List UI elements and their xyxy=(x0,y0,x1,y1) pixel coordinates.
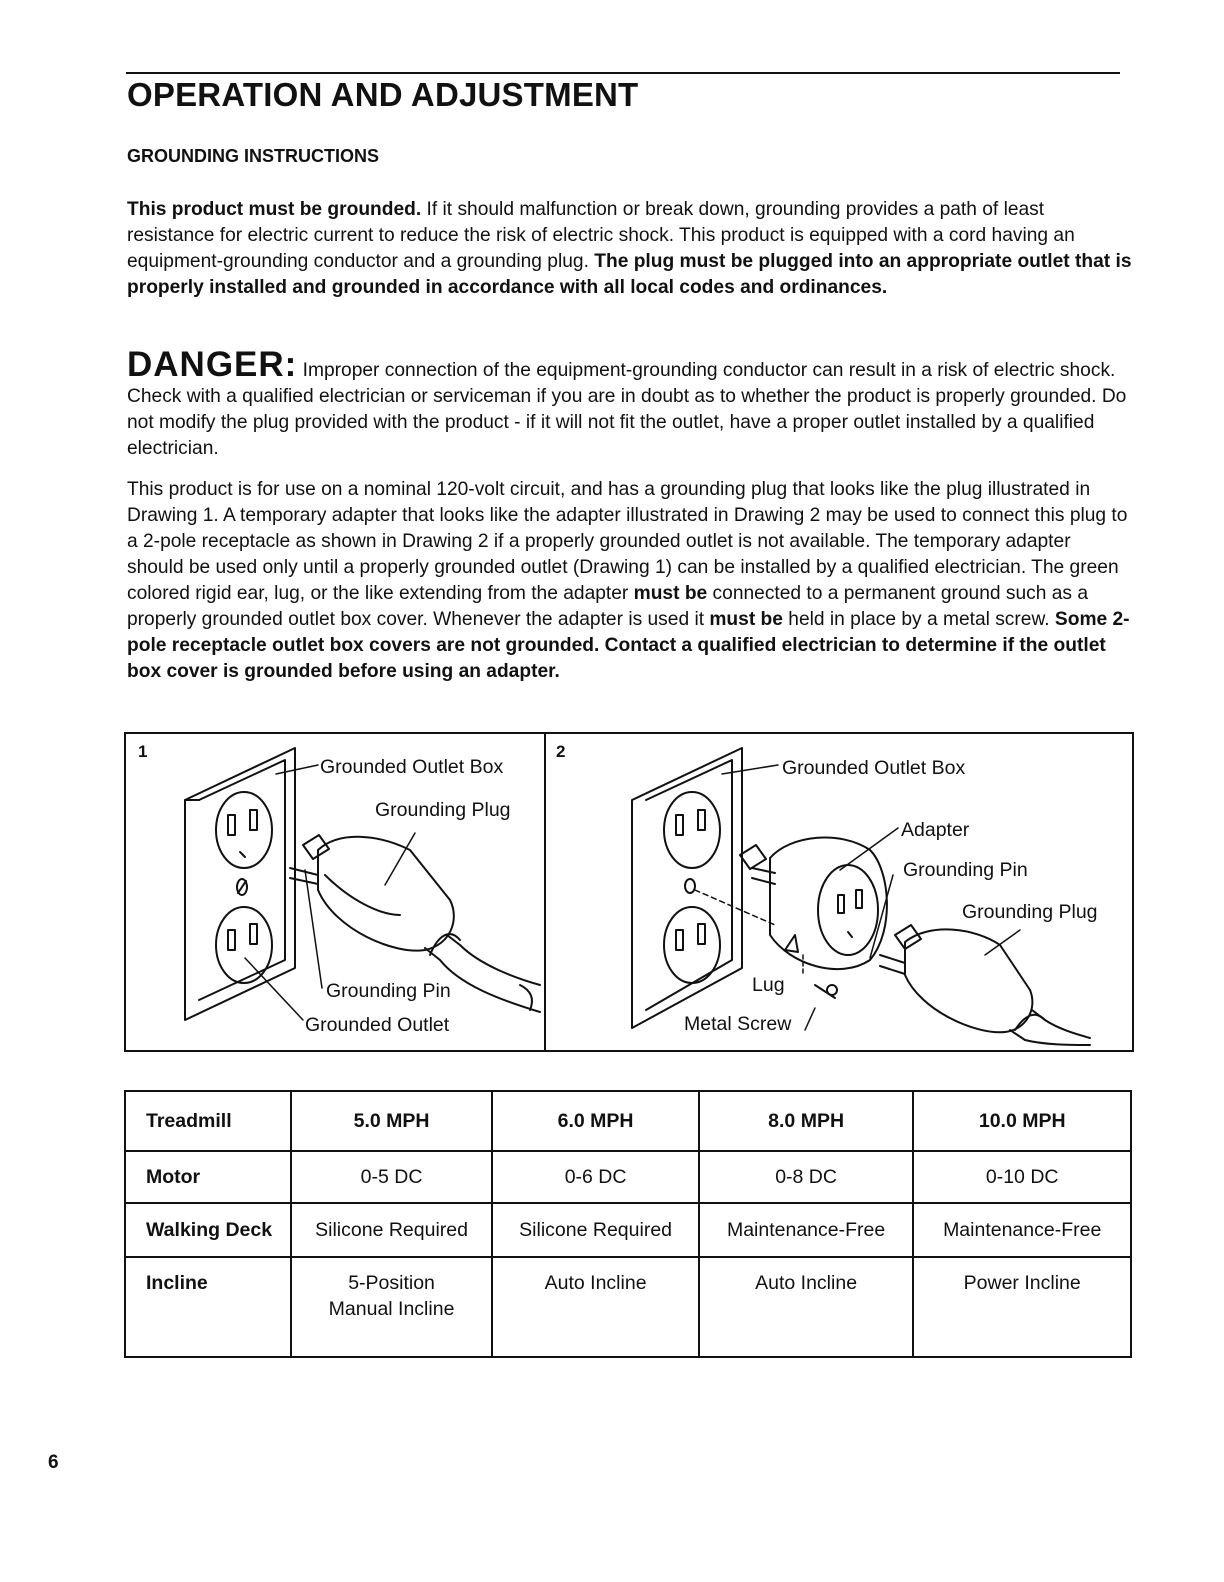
grounding-bold-intro: This product must be grounded. xyxy=(127,199,422,220)
table-cell: 10.0 MPH xyxy=(913,1091,1131,1151)
table-row xyxy=(125,1151,1131,1203)
outlet-box-drawing-2 xyxy=(632,748,742,1028)
table-cell: Incline xyxy=(125,1257,291,1357)
adapter-text-2: connected to a permanent ground such as a properly grounded outlet box cover. Whenever the adapter is used it xyxy=(127,583,1089,630)
label-grounded-outlet-box-1: Grounded Outlet Box xyxy=(320,756,504,778)
table-row xyxy=(125,1257,1131,1357)
adapter-bold-2: must be xyxy=(709,609,783,630)
treadmill-spec-table xyxy=(124,1090,1132,1358)
label-grounding-pin-1: Grounding Pin xyxy=(326,980,451,1002)
table-cell: 0-8 DC xyxy=(699,1151,914,1203)
table-cell: Silicone Required xyxy=(291,1203,493,1257)
table-cell: Maintenance-Free xyxy=(913,1203,1131,1257)
table-cell: 6.0 MPH xyxy=(492,1091,698,1151)
label-grounded-outlet-1: Grounded Outlet xyxy=(305,1014,450,1036)
table-cell: 8.0 MPH xyxy=(699,1091,914,1151)
table-cell: Power Incline xyxy=(913,1257,1131,1357)
label-lug-2: Lug xyxy=(752,974,785,996)
page-title: OPERATION AND ADJUSTMENT xyxy=(127,76,639,113)
adapter-bold-warning: Some 2-pole receptacle outlet box covers are not grounded. Contact a qualified electrician to determine if the outlet box cover is grounded before using an adapter. xyxy=(127,609,1130,682)
adapter-bold-1: must be xyxy=(633,583,708,604)
table-row xyxy=(125,1203,1131,1257)
label-grounding-plug-1: Grounding Plug xyxy=(375,799,511,821)
outlet-box-drawing-1 xyxy=(185,748,295,1020)
table-cell: Treadmill xyxy=(125,1091,291,1151)
table-cell: 0-10 DC xyxy=(913,1151,1131,1203)
label-grounding-plug-2: Grounding Plug xyxy=(962,901,1098,923)
danger-label: DANGER: xyxy=(127,345,298,384)
label-metal-screw-2: Metal Screw xyxy=(684,1013,792,1035)
adapter-text-3: held in place by a metal screw. xyxy=(782,609,1055,630)
section-heading: GROUNDING INSTRUCTIONS xyxy=(127,146,379,166)
grounding-text: If it should malfunction or break down, grounding provides a path of least resistance for electric current to reduce the risk of electric shock. This product is equipped with a cord having an equipment-grounding conductor and a grounding plug. xyxy=(127,199,1075,272)
table-cell: Motor xyxy=(125,1151,291,1203)
label-adapter-2: Adapter xyxy=(901,819,970,841)
table-row xyxy=(125,1091,1131,1151)
label-grounding-pin-2: Grounding Pin xyxy=(903,859,1028,881)
table-cell: 0-5 DC xyxy=(291,1151,493,1203)
table-cell: 5.0 MPH xyxy=(291,1091,493,1151)
table-cell: Silicone Required xyxy=(492,1203,698,1257)
table-cell: Maintenance-Free xyxy=(699,1203,914,1257)
table-cell: Auto Incline xyxy=(492,1257,698,1357)
label-grounded-outlet-box-2: Grounded Outlet Box xyxy=(782,757,966,779)
drawing-2-number: 2 xyxy=(556,742,566,761)
table-cell: 0-6 DC xyxy=(492,1151,698,1203)
adapter-text-1: This product is for use on a nominal 120-volt circuit, and has a grounding plug that looks like the plug illustrated in Drawing 1. A temporary adapter that looks like the adapter illustrated in Drawing 2 may be used to connect this plug to a 2-pole receptacle as shown in Drawing 2 if a properly grounded outlet is not available. The temporary adapter should be used only until a properly grounded outlet (Drawing 1) can be installed by a qualified electrician. The green colored rigid ear, lug, or the like extending from the adapter xyxy=(127,479,1128,604)
leader-lines-drawing-2 xyxy=(695,765,1020,1030)
grounding-bold-warning: The plug must be plugged into an appropriate outlet that is properly installed and grounded in accordance with all local codes and ordinances. xyxy=(127,251,1132,298)
drawing-1-number: 1 xyxy=(138,742,148,761)
table-cell: 5-Position Manual Incline xyxy=(291,1257,493,1357)
danger-text: Improper connection of the equipment-grounding conductor can result in a risk of electric shock. Check with a qualified electrician or serviceman if you are in doubt as to whether the product is properly grounded. Do not modify the plug provided with the product - if it will not fit the outlet, have a proper outlet installed by a qualified electrician. xyxy=(127,360,1127,459)
table-cell: Auto Incline xyxy=(699,1257,914,1357)
grounding-plug-drawing-2 xyxy=(880,925,1090,1045)
page-number: 6 xyxy=(48,1452,59,1473)
table-cell: Walking Deck xyxy=(125,1203,291,1257)
